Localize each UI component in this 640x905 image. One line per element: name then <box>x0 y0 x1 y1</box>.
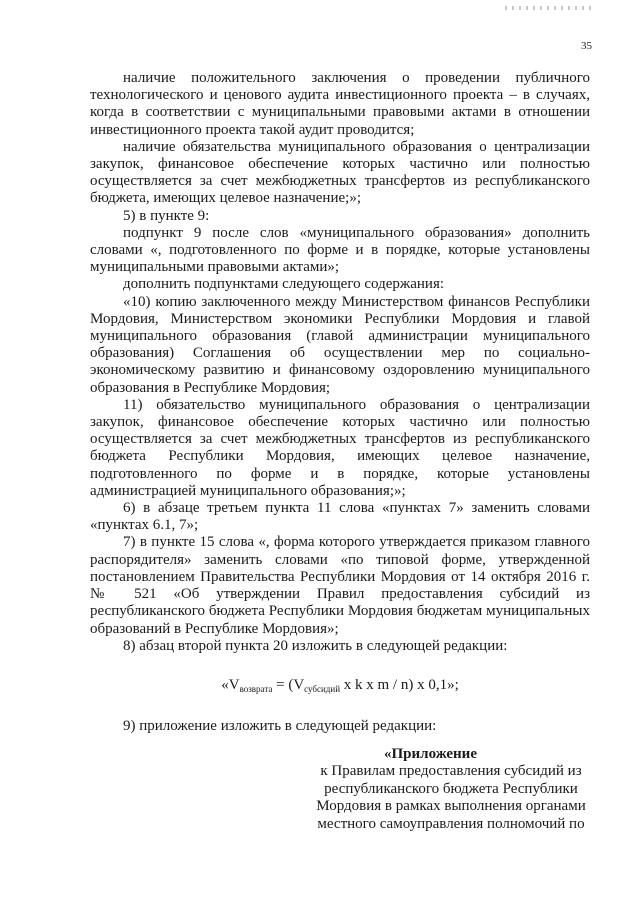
page-number: 35 <box>581 40 592 52</box>
appendix-line: Мордовия в рамках выполнения органами <box>316 798 586 815</box>
paragraph: 5) в пункте 9: <box>123 207 210 224</box>
formula-middle: = (V <box>272 676 305 693</box>
paragraph: 7) в пункте 15 слова «, форма которого утверждается приказом главного распорядителя» заменить словами «по типовой форме, утвержденной постановлением Правительства Республики Мордовия от 14 октября 2016 г. № 521 «Об утверждении Правил предоставления субсидий из республиканского бюджета Республики Мордовия бюджетам муниципальных образований в Республике Мордовия»; <box>90 534 590 637</box>
scan-artifact <box>505 6 595 10</box>
paragraph: 6) в абзаце третьем пункта 11 слова «пунктах 7» заменить словами «пунктах 6.1, 7»; <box>90 500 590 534</box>
appendix-line: республиканского бюджета Республики <box>324 780 578 797</box>
formula-subscript-return: возврата <box>239 683 273 694</box>
paragraph: подпункт 9 после слов «муниципального образования» дополнить словами «, подготовленного по форме и в порядке, которые установлены муниципальными правовыми актами»; <box>90 224 590 276</box>
paragraph: наличие обязательства муниципального образования о централизации закупок, финансовое обеспечение которых частично или полностью осуществляется за счет межбюджетных трансфертов из республиканского бюджета, имеющих целевое назначение;»; <box>90 138 590 207</box>
formula-subscript-subsidy: субсидий <box>304 683 341 694</box>
formula-open: «V <box>221 676 240 693</box>
paragraph: наличие положительного заключения о проведении публичного технологического и ценового аудита инвестиционного проекта – в случаях, когда в соответствии с муниципальными правовыми актами в отношении инвестиционного проекта такой аудит проводится; <box>90 70 590 138</box>
appendix-line: местного самоуправления полномочий по <box>317 815 585 832</box>
paragraph: 8) абзац второй пункта 20 изложить в следующей редакции: <box>123 637 508 654</box>
document-body <box>90 70 590 735</box>
paragraph: дополнить подпунктами следующего содержания: <box>123 276 445 293</box>
paragraph: 11) обязательство муниципального образования о централизации закупок, финансовое обеспечение которых частично или полностью осуществляется за счет межбюджетных трансфертов из республиканского бюджета Республики Мордовия, имеющих целевое назначение, подготовленного по форме и в порядке, которые установлены администрацией муниципального образования;»; <box>90 396 590 499</box>
formula-rest: x k x m / n) x 0,1»; <box>340 676 459 693</box>
paragraph: 9) приложение изложить в следующей редакции: <box>123 718 437 735</box>
appendix-header <box>306 746 596 833</box>
appendix-title: «Приложение <box>384 746 477 762</box>
formula <box>90 677 590 698</box>
appendix-line: к Правилам предоставления субсидий из <box>320 763 582 780</box>
paragraph: «10) копию заключенного между Министерством финансов Республики Мордовия, Министерством экономики Республики Мордовия и главой муниципального образования (главой администрации муниципального образования) Соглашения об осуществлении мер по социально-экономическому развитию и финансовому оздоровлению муниципального образования в Республике Мордовия; <box>90 293 590 396</box>
